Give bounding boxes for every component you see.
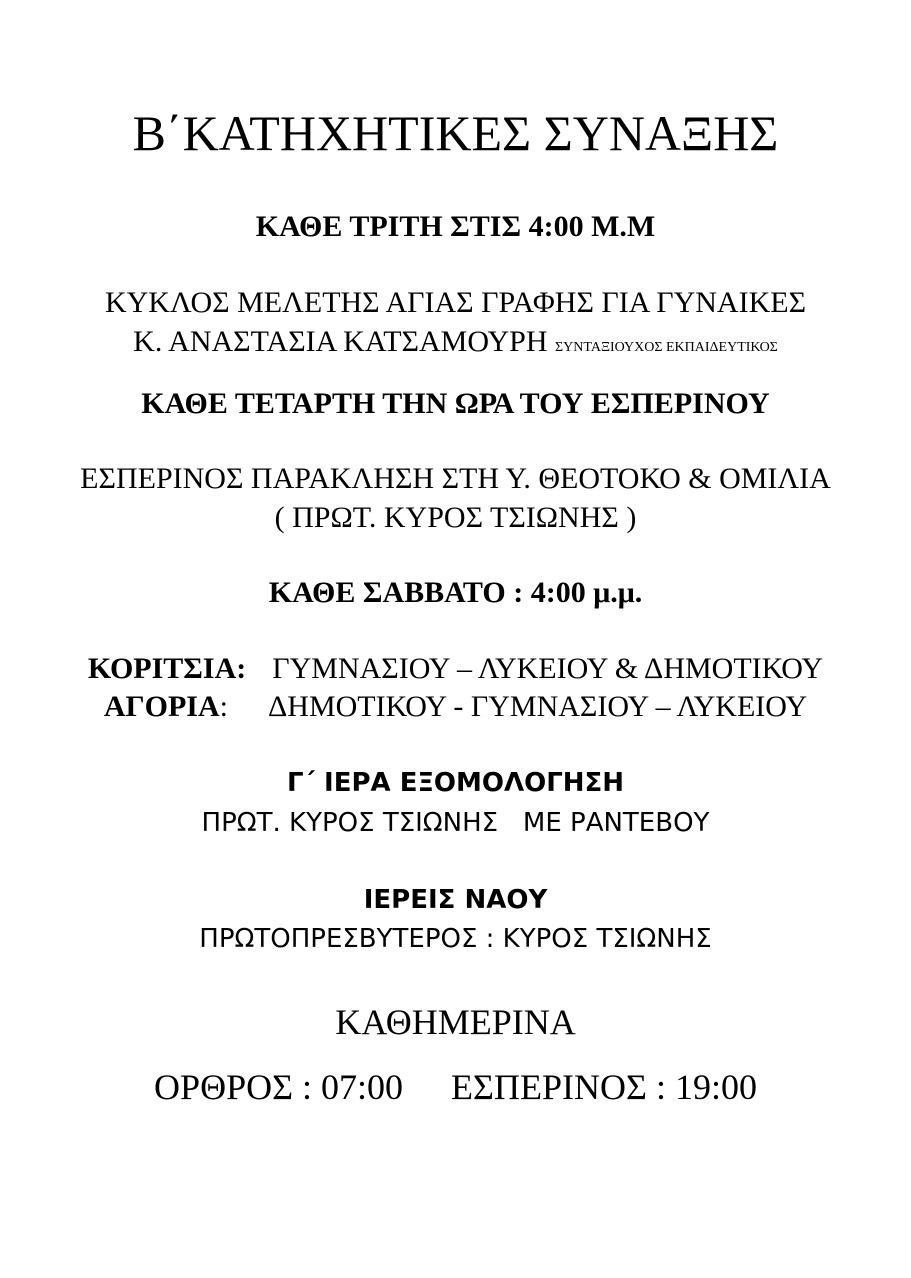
priests-line: ΠΡΩΤΟΠΡΕΣΒΥΤΕΡΟΣ : ΚΥΡΟΣ ΤΣΙΩΝΗΣ — [199, 924, 712, 954]
teacher-name: Κ. ΑΝΑΣΤΑΣΙΑ ΚΑΤΣΑΜΟΥΡΗ — [133, 325, 548, 358]
girls-value: ΓΥΜΝΑΣΙΟΥ – ΛΥΚΕΙΟΥ & ΔΗΜΟΤΙΚΟΥ — [272, 652, 824, 685]
bible-study-line: ΚΥΚΛΟΣ ΜΕΛΕΤΗΣ ΑΓΙΑΣ ΓΡΑΦΗΣ ΓΙΑ ΓΥΝΑΙΚΕΣ — [104, 286, 807, 319]
boys-line — [0, 692, 911, 722]
page-title: Β΄ΚΑΤΗΧΗΤΙΚΕΣ ΣΥΝΑΞΗΣ — [132, 105, 779, 161]
saturday-heading: ΚΑΘΕ ΣΑΒΒΑΤΟ : 4:00 μ.μ. — [268, 576, 643, 609]
vespers-priest-line: ( ΠΡΩΤ. ΚΥΡΟΣ ΤΣΙΩΝΗΣ ) — [274, 501, 637, 534]
confession-line: ΠΡΩΤ. ΚΥΡΟΣ ΤΣΙΩΝΗΣ ΜΕ ΡΑΝΤΕΒΟΥ — [201, 808, 710, 838]
vespers-time: ΕΣΠΕΡΙΝΟΣ : 19:00 — [451, 1067, 757, 1107]
teacher-note: ΣΥΝΤΑΞΙΟΥΧΟΣ ΕΚΠΑΙΔΕΥΤΙΚΟΣ — [555, 340, 778, 355]
boys-value: ΔΗΜΟΤΙΚΟΥ - ΓΥΜΝΑΣΙΟΥ – ΛΥΚΕΙΟΥ — [267, 690, 808, 723]
confession-heading: Γ΄ ΙΕΡΑ ΕΞΟΜΟΛΟΓΗΣΗ — [286, 768, 625, 798]
girls-line — [0, 654, 911, 684]
boys-label: ΑΓΟΡΙΑ — [103, 690, 220, 723]
daily-times — [0, 1069, 911, 1105]
orthros-time: ΟΡΘΡΟΣ : 07:00 — [154, 1067, 404, 1107]
priests-heading: ΙΕΡΕΙΣ ΝΑΟΥ — [363, 885, 548, 915]
boys-colon: : — [219, 690, 228, 723]
tuesday-heading: ΚΑΘΕ ΤΡΙΤΗ ΣΤΙΣ 4:00 Μ.Μ — [255, 210, 656, 243]
wednesday-heading: ΚΑΘΕ ΤΕΤΑΡΤΗ ΤΗΝ ΩΡΑ ΤΟΥ ΕΣΠΕΡΙΝΟΥ — [141, 387, 770, 420]
girls-label: ΚΟΡΙΤΣΙΑ: — [87, 652, 247, 685]
vespers-service-line: ΕΣΠΕΡΙΝΟΣ ΠΑΡΑΚΛΗΣΗ ΣΤΗ Υ. ΘΕΟΤΟΚΟ & ΟΜΙΛΙΑ — [80, 462, 831, 495]
daily-heading: ΚΑΘΗΜΕΡΙΝΑ — [335, 1002, 576, 1042]
teacher-line — [0, 327, 911, 357]
